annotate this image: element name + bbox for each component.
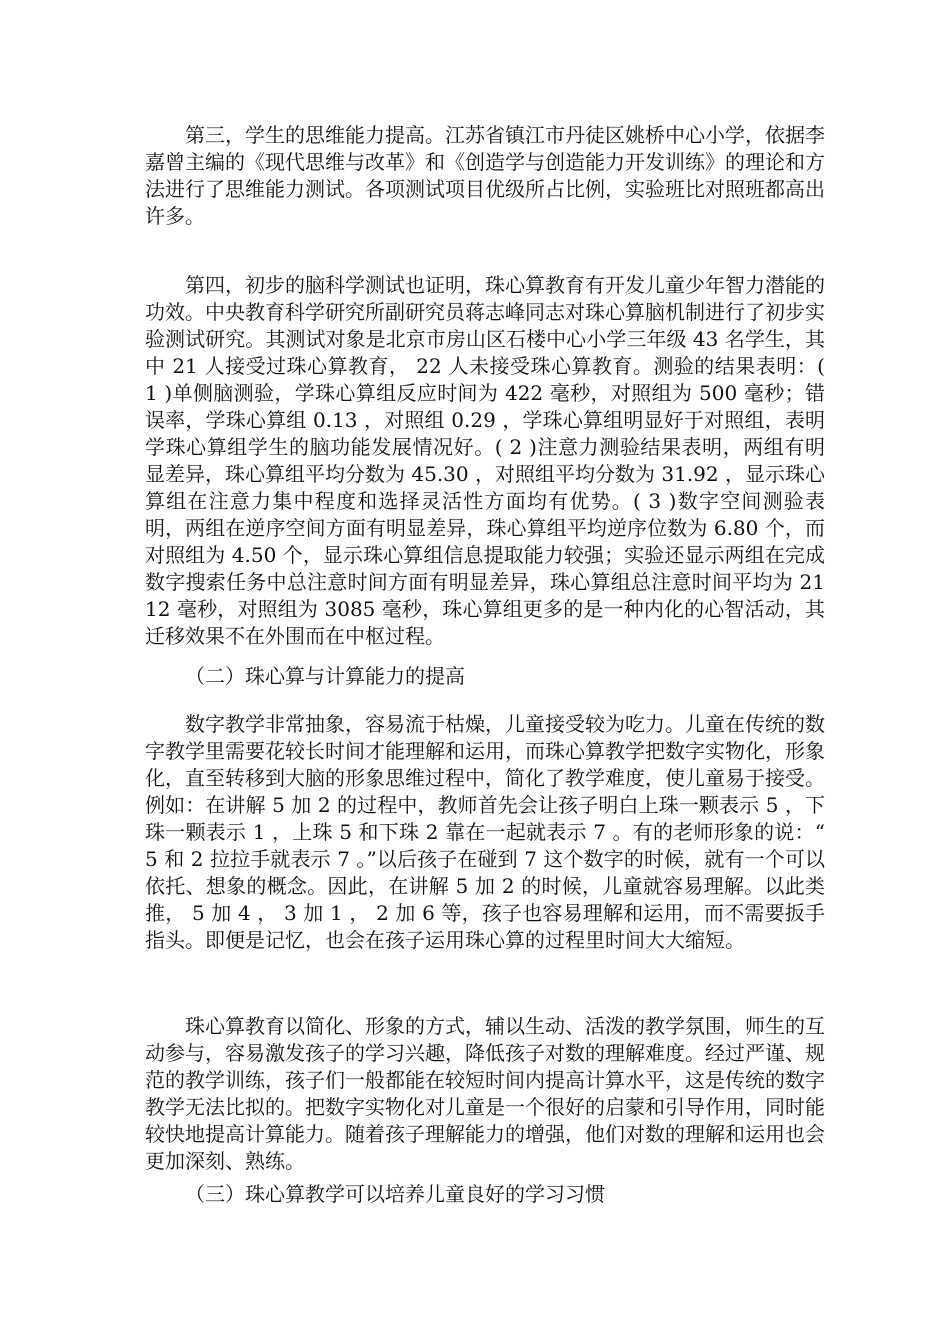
- paragraph-simplified-teaching: 珠心算教育以简化、形象的方式，辅以生动、活泼的教学氛围，师生的互动参与，容易激发孩子的学习兴趣，降低孩子对数的理解难度。经过严谨、规范的教学训练，孩子们一般都能在较短时间内提高计算水平，这是传统的数字教学无法比拟的。把数字实物化对儿童是一个很好的启蒙和引导作用，同时能较快地提高计算能力。随着孩子理解能力的增强，他们对数的理解和运用也会更加深刻、熟练。: [145, 1014, 825, 1173]
- paragraph-thinking-ability: 第三，学生的思维能力提高。江苏省镇江市丹徒区姚桥中心小学，依据李嘉曾主编的《现代思维与改革》和《创造学与创造能力开发训练》的理论和方法进行了思维能力测试。各项测试项目优级所占比例，实验班比对照班都高出许多。: [145, 123, 825, 228]
- section-heading-study-habits: （三）珠心算教学可以培养儿童良好的学习习惯: [185, 1182, 605, 1206]
- paragraph-abstract-number-teaching: 数字教学非常抽象，容易流于枯燥，儿童接受较为吃力。儿童在传统的数字教学里需要花较长时间才能理解和运用，而珠心算教学把数字实物化，形象化，直至转移到大脑的形象思维过程中，简化了教学难度，使儿童易于接受。例如：在讲解 5 加 2 的过程中，教师首先会让孩子明白上珠一颗表示 5 ，下珠一颗表示 1 ，上珠 5 和下珠 2 靠在一起就表示 7 。有的老师形象的说：“ 5 和 2 拉拉手就表示 7 。”以后孩子在碰到 7 这个数字的时候，就有一个可以依托、想象的概念。因此，在讲解 5 加 2 的时候，儿童就容易理解。以此类推， 5 加 4 ， 3 加 1 ， 2 加 6 等，孩子也容易理解和运用，而不需要扳手指头。即便是记忆，也会在孩子运用珠心算的过程里时间大大缩短。: [145, 712, 825, 952]
- section-heading-calculation-ability: （二）珠心算与计算能力的提高: [185, 664, 465, 688]
- paragraph-brain-science-test: 第四，初步的脑科学测试也证明，珠心算教育有开发儿童少年智力潜能的功效。中央教育科学研究所副研究员蒋志峰同志对珠心算脑机制进行了初步实验测试研究。其测试对象是北京市房山区石楼中心小学三年级 43 名学生，其中 21 人接受过珠心算教育， 22 人未接受珠心算教育。测验的结果表明：( 1 )单侧脑测验，学珠心算组反应时间为 422 毫秒，对照组为 500 毫秒；错误率，学珠心算组 0.13 ，对照组 0.29 ，学珠心算组明显好于对照组，表明学珠心算组学生的脑功能发展情况好。( 2 )注意力测验结果表明，两组有明显差异，珠心算组平均分数为 45.30 ，对照组平均分数为 31.92 ，显示珠心算组在注意力集中程度和选择灵活性方面均有优势。( 3 )数字空间测验表明，两组在逆序空间方面有明显差异，珠心算组平均逆序位数为 6.80 个，而对照组为 4.50 个，显示珠心算组信息提取能力较强；实验还显示两组在完成数字搜索任务中总注意时间方面有明显差异，珠心算组总注意时间平均为 2112 毫秒，对照组为 3085 毫秒，珠心算组更多的是一种内化的心智活动，其迁移效果不在外围而在中枢过程。: [145, 273, 825, 648]
